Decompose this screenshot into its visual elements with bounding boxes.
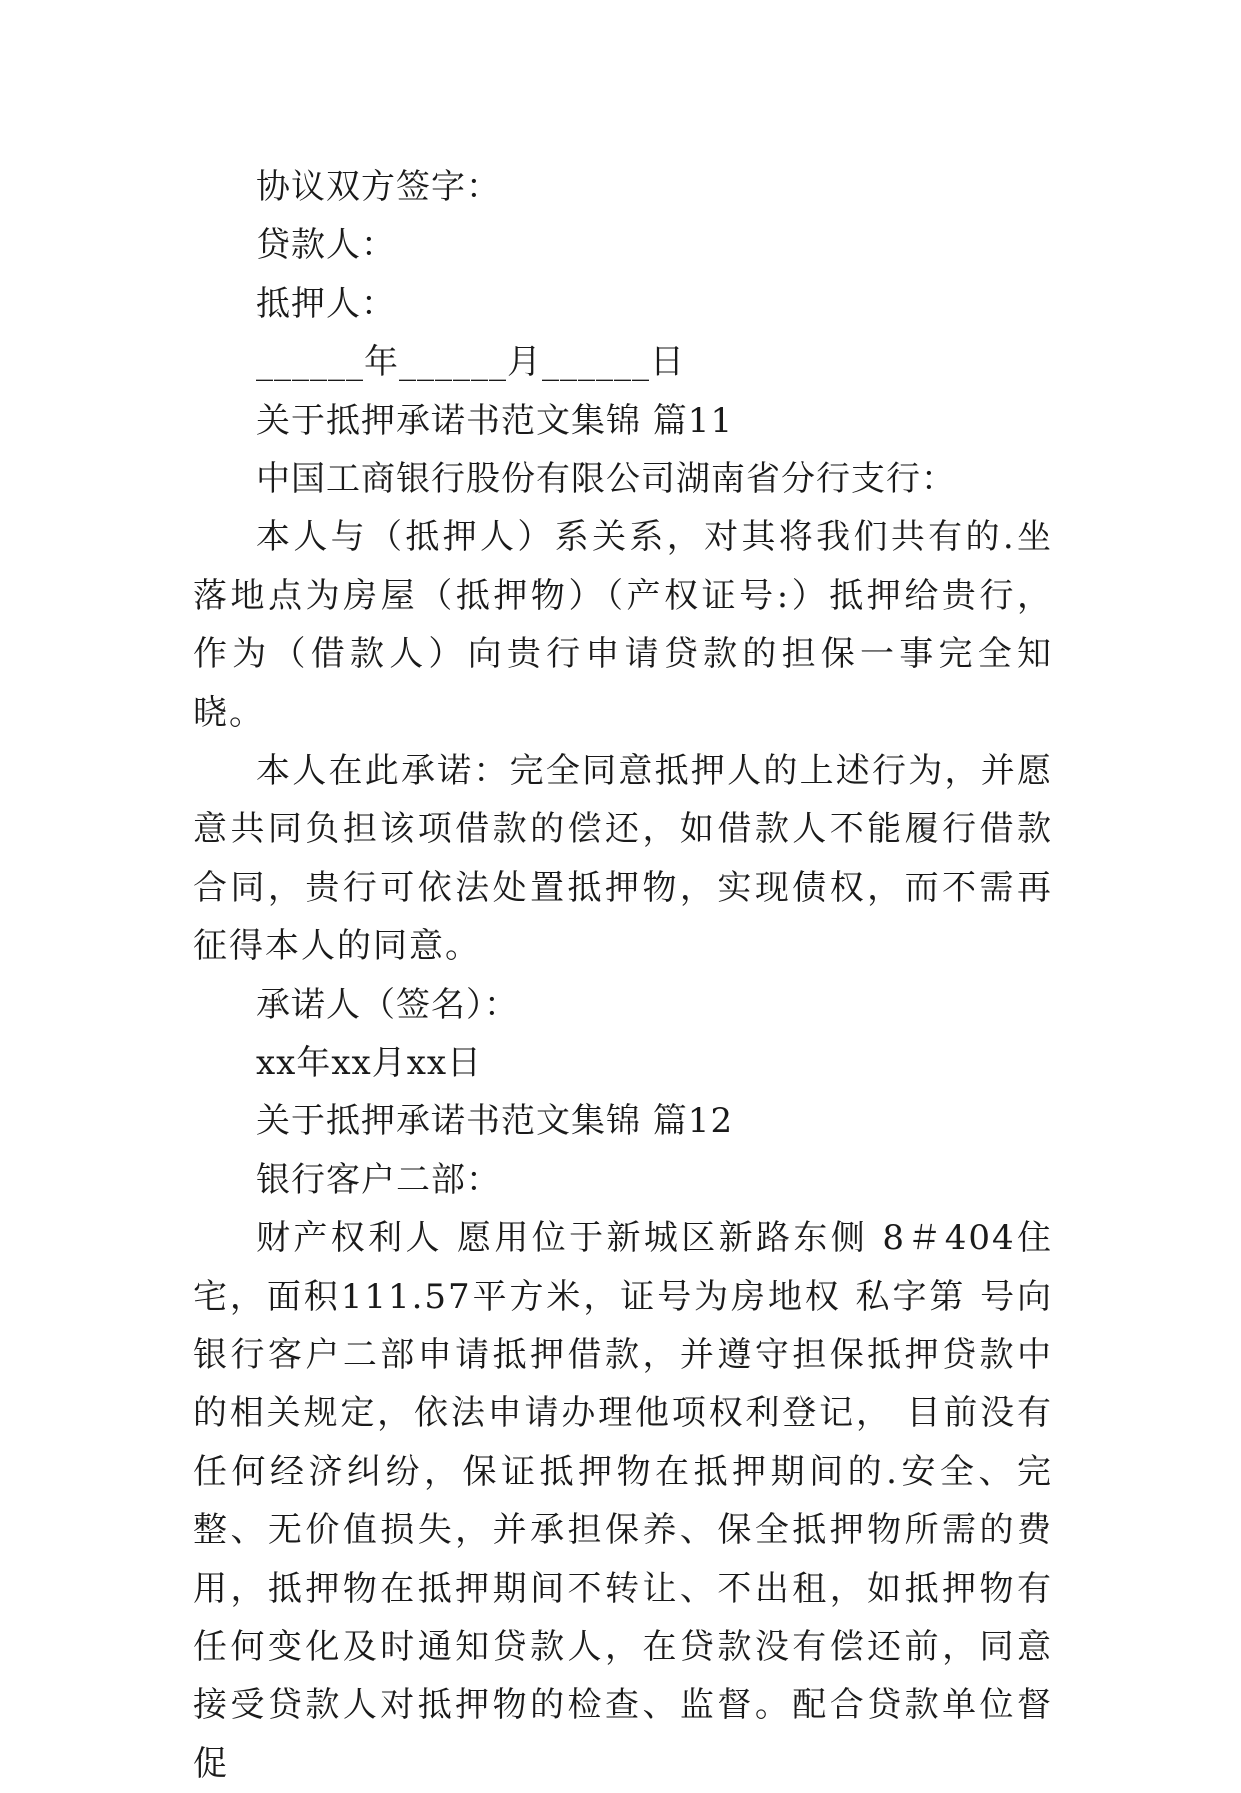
section-12-title: 关于抵押承诺书范文集锦 篇12 [256, 1101, 734, 1142]
lender-label: 贷款人： [256, 225, 396, 266]
section-11-addressee: 中国工商银行股份有限公司湖南省分行支行： [256, 458, 956, 499]
section-11-paragraph-2: 本人在此承诺：完全同意抵押人的上述行为，并愿意共同负担该项借款的偿还，如借款人不能履行借款合同，贵行可依法处置抵押物，实现债权，而不需再征得本人的同意。 [193, 750, 1053, 967]
document-page [193, 158, 1053, 1793]
section-11-date: xx年xx月xx日 [256, 1042, 483, 1083]
section-11-signer: 承诺人（签名）： [256, 984, 519, 1025]
date-blank-line: ______年______月______日 [256, 342, 685, 383]
section-11-paragraph-1: 本人与（抵押人）系关系，对其将我们共有的.坐落地点为房屋（抵押物）（产权证号:）抵押给贵行，作为（借款人）向贵行申请贷款的担保一事完全知晓。 [193, 517, 1053, 733]
section-11-title: 关于抵押承诺书范文集锦 篇11 [256, 400, 734, 441]
sign-heading: 协议双方签字： [256, 167, 501, 207]
mortgagor-label: 抵押人： [256, 283, 396, 324]
section-12-addressee: 银行客户二部： [256, 1159, 501, 1200]
section-12-paragraph-1: 财产权利人 愿用位于新城区新路东侧 8＃404住宅，面积111.57平方米，证号为房地权 私字第 号向 银行客户二部申请抵押借款，并遵守担保抵押贷款中的相关规定，依法申请办理他项权利登记， 目前没有任何经济纠纷，保证抵押物在抵押期间的.安全、完整、无价值损失，并承担保养、保全抵押物所需的费用，抵押物在抵押期间不转让、不出租，如抵押物有任何变化及时通知贷款人，在贷款没有偿还前，同意接受贷款人对抵押物的检查、监督。配合贷款单位督促 [193, 1218, 1053, 1784]
